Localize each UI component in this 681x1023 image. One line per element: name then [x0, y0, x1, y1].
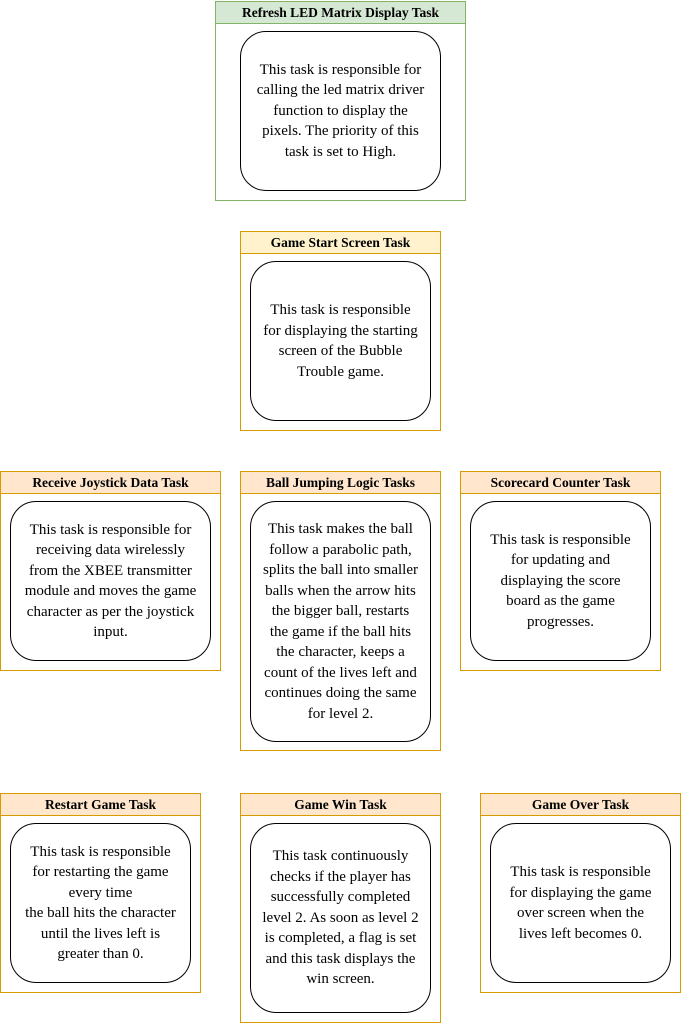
task-ball-jumping-logic — [240, 471, 441, 751]
task-description-box — [10, 501, 211, 661]
task-game-win — [240, 793, 441, 1023]
task-game-start-screen — [240, 231, 441, 431]
task-title: Ball Jumping Logic Tasks — [241, 472, 440, 494]
task-title: Receive Joystick Data Task — [1, 472, 220, 494]
task-description: This task makes the ball follow a parabolic path, splits the ball into smaller balls when the arrow hits the bigger ball, restarts the game if the ball hits the character, keeps a count of the lives left and continues doing the same for level 2. — [263, 521, 418, 722]
task-description-box — [10, 823, 191, 983]
task-description: This task is responsible for receiving data wirelessly from the XBEE transmitter module and moves the game character as per the joystick input. — [24, 521, 197, 640]
task-game-over — [480, 793, 681, 993]
task-description: This task continuously checks if the player has successfully completed level 2. As soon as level 2 is completed, a flag is set and this task displays the win screen. — [262, 848, 419, 988]
task-title: Game Win Task — [241, 794, 440, 816]
task-refresh-led-matrix — [215, 1, 466, 201]
task-title: Scorecard Counter Task — [461, 472, 660, 494]
task-description-box — [470, 501, 651, 661]
task-description-box — [250, 823, 431, 1013]
task-description: This task is responsible for calling the led matrix driver function to display the pixels. The priority of this task is set to High. — [256, 61, 425, 160]
task-receive-joystick-data — [0, 471, 221, 671]
task-title: Refresh LED Matrix Display Task — [216, 2, 465, 24]
task-description: This task is responsible for displaying the game over screen when the lives left becomes 0. — [509, 864, 652, 942]
task-description-box — [490, 823, 671, 983]
task-description: This task is responsible for restarting the game every time the ball hits the character until the lives left is greater than 0. — [25, 843, 176, 962]
task-scorecard-counter — [460, 471, 661, 671]
task-description-box — [250, 261, 431, 421]
task-title: Game Start Screen Task — [241, 232, 440, 254]
task-title: Restart Game Task — [1, 794, 200, 816]
task-description: This task is responsible for updating and displaying the score board as the game progresses. — [490, 531, 631, 630]
task-title: Game Over Task — [481, 794, 680, 816]
task-description: This task is responsible for displaying the starting screen of the Bubble Trouble game. — [263, 302, 418, 380]
task-description-box — [250, 501, 431, 742]
task-description-box — [240, 31, 441, 191]
task-restart-game — [0, 793, 201, 993]
